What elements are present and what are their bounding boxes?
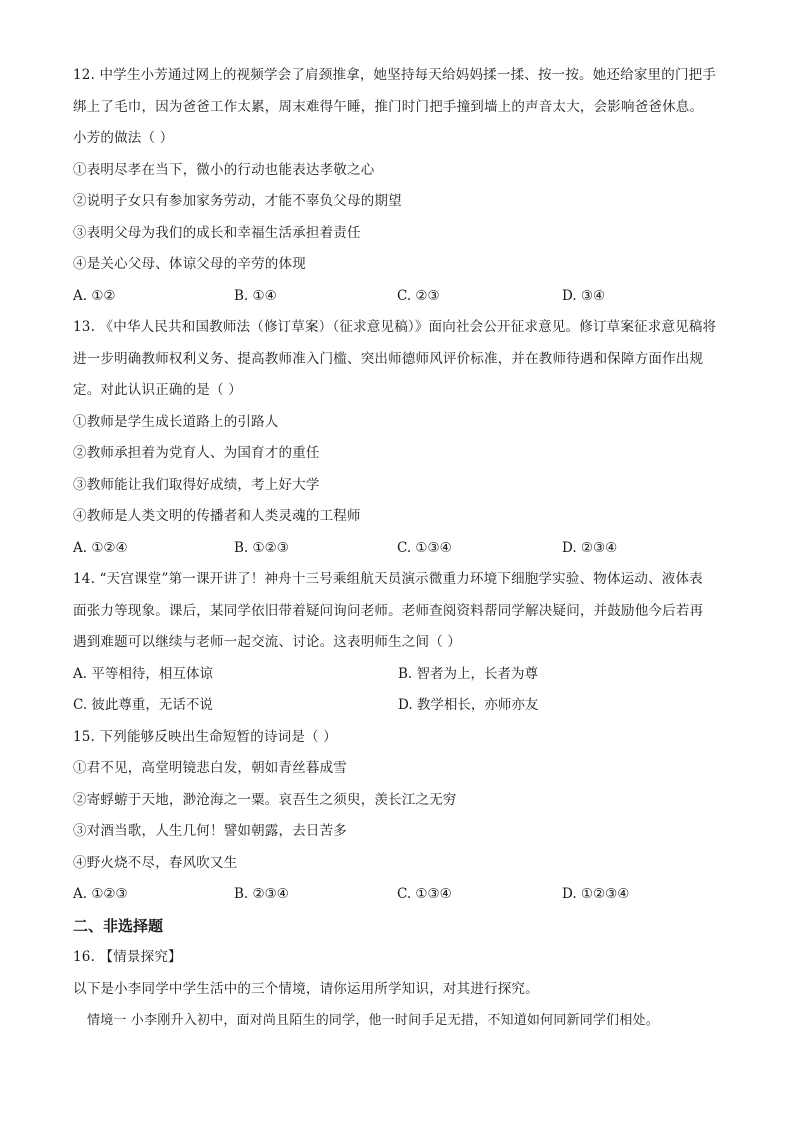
question-stem-line: 定。对此认识正确的是（ ） bbox=[73, 382, 242, 398]
question-intro: 以下是小李同学中学生活中的三个情境，请你运用所学知识，对其进行探究。 bbox=[73, 980, 539, 997]
section-heading: 二、非选择题 bbox=[73, 916, 164, 935]
question-stem-line: 14. “天宫课堂”第一课开讲了！神舟十三号乘组航天员演示微重力环境下细胞学实验、物体运动、液体表 bbox=[73, 571, 703, 587]
option-c: C. ②③ bbox=[397, 287, 440, 304]
statement-3: ③表明父母为我们的成长和幸福生活承担着责任 bbox=[73, 224, 361, 241]
option-a: A. ①②③ bbox=[73, 886, 128, 902]
option-d: D. 教学相长，亦师亦友 bbox=[398, 697, 539, 713]
question-stem-line: 13. 《中华人民共和国教师法（修订草案）（征求意见稿）》面向社会公开征求意见。修订草案征求意见稿将 bbox=[73, 319, 717, 335]
option-b: B. ①④ bbox=[234, 287, 277, 304]
statement-4: ④是关心父母、体谅父母的辛劳的体现 bbox=[73, 256, 306, 272]
statement-4: ④教师是人类文明的传播者和人类灵魂的工程师 bbox=[73, 508, 361, 524]
question-14 bbox=[73, 564, 723, 722]
statement-4: ④野火烧不尽，春风吹又生 bbox=[73, 854, 238, 871]
option-c: C. ①③④ bbox=[397, 886, 452, 902]
option-a: A. 平等相待，相互体谅 bbox=[73, 665, 213, 682]
answer-options-row-1 bbox=[73, 659, 723, 691]
question-stem-line: 进一步明确教师权利义务、提高教师准入门槛、突出师德师风评价标准，并在教师待遇和保障方面作出规 bbox=[73, 350, 704, 367]
question-12 bbox=[73, 60, 723, 312]
statement-1: ①表明尽孝在当下，微小的行动也能表达孝敬之心 bbox=[73, 161, 375, 178]
statement-2: ②教师承担着为党育人、为国育才的重任 bbox=[73, 445, 320, 461]
option-d: D. ②③④ bbox=[562, 539, 618, 556]
question-title: 16. 【情景探究】 bbox=[73, 949, 182, 965]
statement-3: ③教师能让我们取得好成绩，考上好大学 bbox=[73, 476, 320, 493]
statement-1: ①君不见，高堂明镜悲白发，朝如青丝暮成雪 bbox=[73, 760, 347, 776]
question-stem-line: 小芳的做法（ ） bbox=[73, 130, 174, 146]
option-b: B. ①②③ bbox=[234, 539, 289, 556]
option-d: D. ③④ bbox=[562, 287, 606, 304]
answer-options bbox=[73, 281, 723, 313]
question-stem-line: 面张力等现象。课后，某同学依旧带着疑问询问老师。老师查阅资料帮同学解决疑问，并鼓励他今后若再 bbox=[73, 602, 704, 619]
question-15 bbox=[73, 722, 723, 911]
option-c: C. 彼此尊重，无话不说 bbox=[73, 697, 213, 713]
option-d: D. ①②③④ bbox=[562, 886, 630, 902]
exam-page bbox=[73, 60, 723, 1037]
question-stem-line: 15. 下列能够反映出生命短暂的诗词是（ ） bbox=[73, 728, 337, 745]
statement-2: ②说明子女只有参加家务劳动，才能不辜负父母的期望 bbox=[73, 193, 402, 209]
answer-options-row-2 bbox=[73, 690, 723, 722]
question-stem-line: 12. 中学生小芳通过网上的视频学会了肩颈推拿，她坚持每天给妈妈揉一揉、按一按。她还给家里的门把手 bbox=[73, 67, 717, 83]
statement-3: ③对酒当歌，人生几何！譬如朝露，去日苦多 bbox=[73, 823, 347, 839]
question-13 bbox=[73, 312, 723, 564]
question-stem-line: 遇到难题可以继续与老师一起交流、讨论。这表明师生之间（ ） bbox=[73, 634, 462, 650]
answer-options bbox=[73, 879, 723, 911]
statement-1: ①教师是学生成长道路上的引路人 bbox=[73, 413, 279, 430]
question-16 bbox=[73, 942, 723, 1037]
option-a: A. ①②④ bbox=[73, 539, 128, 556]
answer-options bbox=[73, 533, 723, 565]
statement-2: ②寄蜉蝣于天地，渺沧海之一粟。哀吾生之须臾，羡长江之无穷 bbox=[73, 791, 457, 808]
question-stem-line: 绑上了毛巾，因为爸爸工作太累，周末难得午睡，推门时门把手撞到墙上的声音太大，会影响爸爸休息。 bbox=[73, 98, 704, 115]
option-c: C. ①③④ bbox=[397, 539, 452, 556]
option-b: B. 智者为上，长者为尊 bbox=[398, 665, 539, 682]
option-b: B. ②③④ bbox=[234, 886, 289, 902]
option-a: A. ①② bbox=[73, 287, 116, 304]
scenario-1: 情境一 小李刚升入初中，面对尚且陌生的同学，他一时间手足无措，不知道如何同新同学们相处。 bbox=[87, 1013, 659, 1028]
